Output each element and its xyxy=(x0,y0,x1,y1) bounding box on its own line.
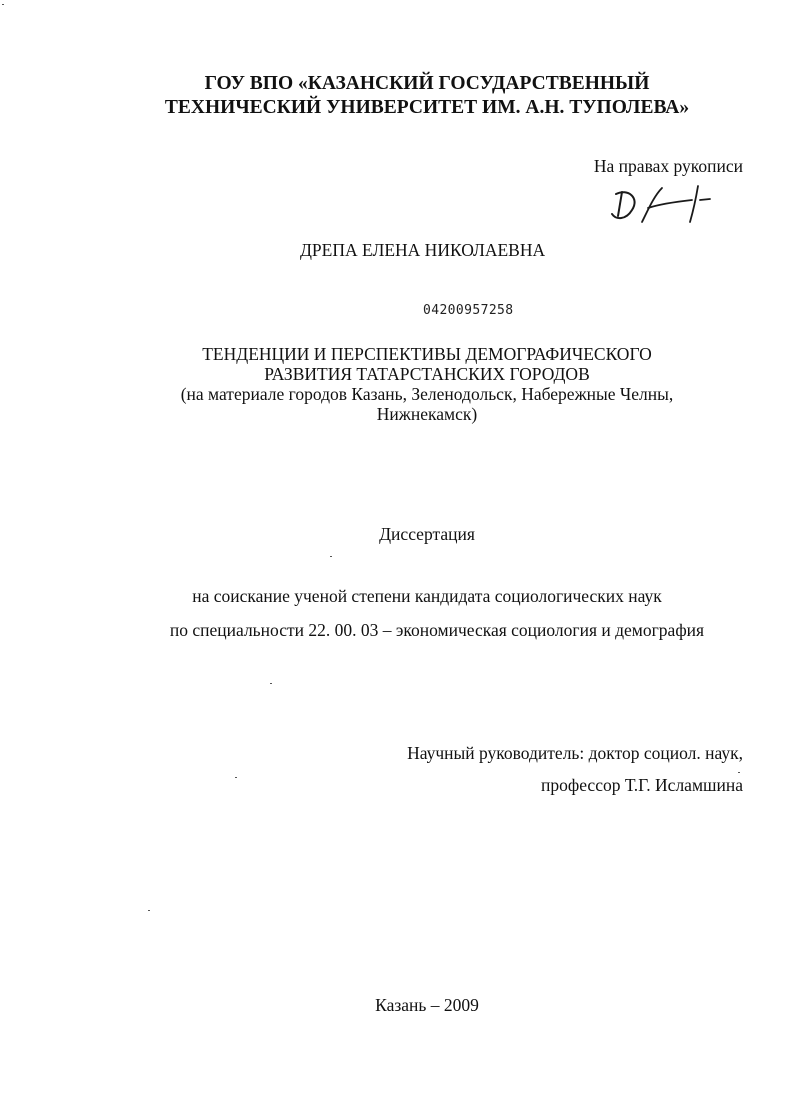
specialty-line: по специальности 22. 00. 03 – экономическая социология и демография xyxy=(169,620,705,640)
city-and-year: Казань – 2009 xyxy=(375,995,479,1015)
registry-number: 04200957258 xyxy=(423,303,514,318)
advisor-line-2: профессор Т.Г. Исламшина xyxy=(541,775,743,795)
scan-speck xyxy=(148,910,150,911)
author-name: ДРЕПА ЕЛЕНА НИКОЛАЕВНА xyxy=(300,240,546,260)
degree-line: на соискание ученой степени кандидата социологических наук xyxy=(192,586,662,606)
scan-speck xyxy=(270,683,272,684)
document-type: Диссертация xyxy=(379,524,475,544)
title-line-1: ТЕНДЕНЦИИ И ПЕРСПЕКТИВЫ ДЕМОГРАФИЧЕСКОГО xyxy=(202,344,652,364)
scan-speck xyxy=(2,4,4,5)
institution-line-2: ТЕХНИЧЕСКИЙ УНИВЕРСИТЕТ ИМ. А.Н. ТУПОЛЕВА» xyxy=(164,97,690,118)
institution-header xyxy=(30,72,794,120)
scan-speck xyxy=(235,777,237,778)
title-line-2: РАЗВИТИЯ ТАТАРСТАНСКИХ ГОРОДОВ xyxy=(264,364,590,384)
subtitle-line-1: (на материале городов Казань, Зеленодольск, Набережные Челны, xyxy=(180,384,674,404)
manuscript-rights-note: На правах рукописи xyxy=(593,156,743,176)
advisor-line-1: Научный руководитель: доктор социол. наук, xyxy=(407,743,743,763)
dissertation-title xyxy=(30,344,794,424)
handwritten-signature xyxy=(602,180,722,230)
subtitle-line-2: Нижнекамск) xyxy=(376,404,478,424)
scan-speck xyxy=(330,556,332,557)
scan-speck xyxy=(738,772,740,773)
institution-line-1: ГОУ ВПО «КАЗАНСКИЙ ГОСУДАРСТВЕННЫЙ xyxy=(204,73,650,94)
